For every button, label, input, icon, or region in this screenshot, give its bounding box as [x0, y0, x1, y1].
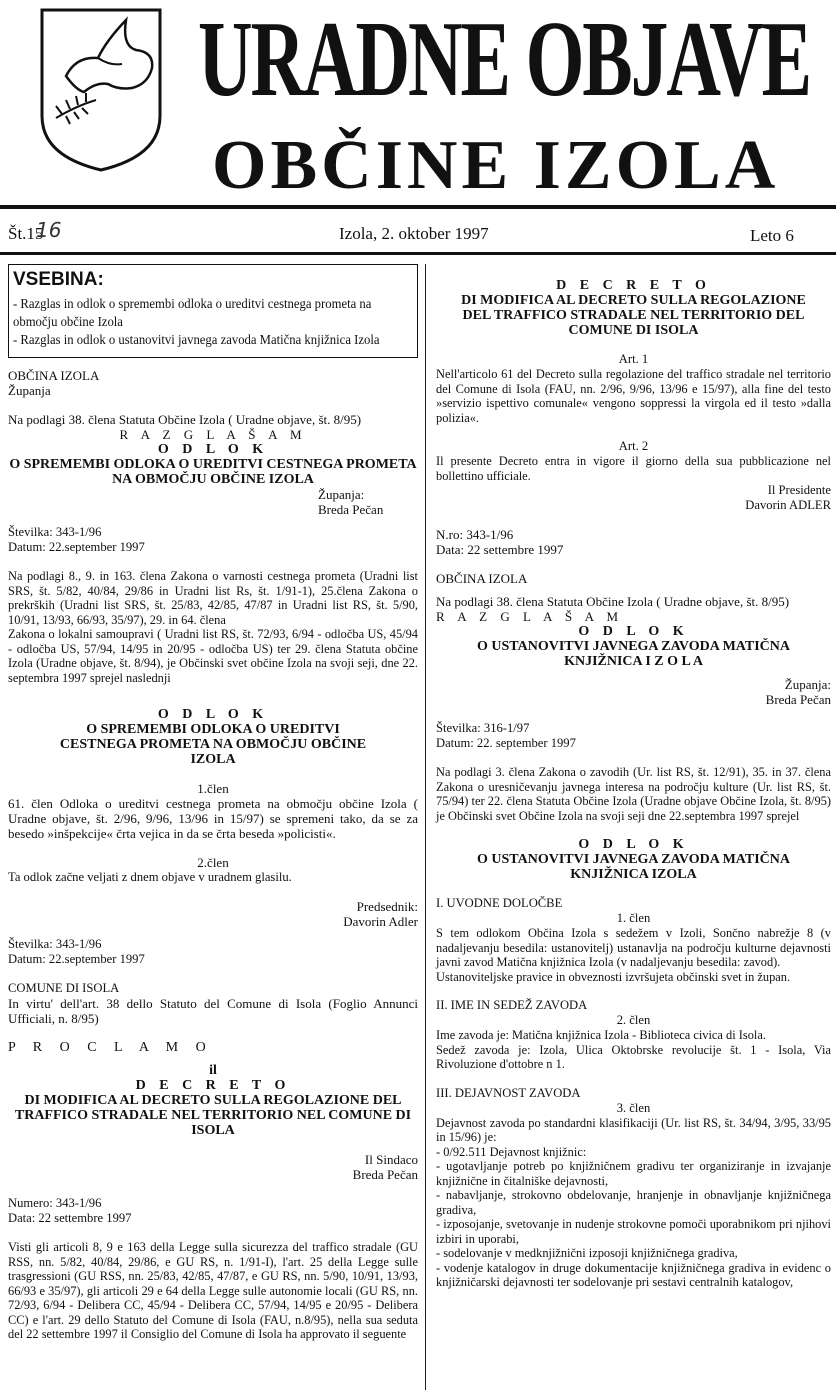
document-number: Številka: 343-1/96 [8, 525, 102, 539]
issuer-right: OBČINA IZOLA [436, 571, 528, 586]
president-role: Il Presidente [767, 483, 831, 497]
signature-role-3: Il Sindaco [364, 1152, 418, 1167]
legal-basis: Na podlagi 8., 9. in 163. člena Zakona o varnosti cestnega prometa (Uradni list SRS, št. 5/82, 40/84, 29/86 in Uradni list Rs, št. 1/91-1), 25.člena Zakona o prekrških (Uradni list SRS, št. 25/83, 42/85, 47/87 in Uradni list RS, št. 5/90, 10/91, 13/93, 66/93, 35/97), 29. in 64. člena [8, 569, 418, 627]
legal-basis-right: Na podlagi 3. člena Zakona o zavodih (Ur. list RS, št. 12/91), 35. in 37. člena Zakona o uresničevanju javnega interesa na področju kulture (Ur. list RS, št. 75/94) ter 22. člena Statuta Občine Izola (Uradne objave Občine Izola, št. 8/95) je Občinski svet Občine Izola na svoji seji dne 22.septembra 1997 sprejel [436, 765, 831, 823]
art-1: Art. 1 [618, 352, 649, 366]
handwritten-number: 16 [36, 218, 62, 242]
issuer: OBČINA IZOLA [8, 368, 100, 383]
list-item: - ugotavljanje potreb po knjižničnem gradivu ter organiziranje in izvajanje knjižnične in čitalniške dejavnosti, [436, 1159, 831, 1188]
clen-3-right: 3. člen [616, 1100, 651, 1115]
issue-number: Št.15 [8, 224, 44, 243]
document-number-right: N.ro: 343-1/96 [436, 527, 514, 542]
signature-role-2: Predsednik: [356, 899, 418, 914]
masthead-subtitle: OBČINE IZOLA [212, 127, 780, 204]
il: il [209, 1063, 217, 1078]
president-name: Davorin ADLER [745, 498, 831, 512]
art-1-text: Nell'articolo 61 del Decreto sulla regolazione del traffico stradale nel territorio del Comune di Isola (FAU, nn. 2/96, 9/96, 13/96 e 15/97), alla fine del testo »servizio ispettivo comunale« vengono soppressi la virgola ed il testo »dalla polizia«. [436, 367, 831, 425]
odlok-heading-right-2: O D L O K [578, 837, 689, 852]
signature-role: Županja: [318, 487, 365, 502]
odlok-heading-2: O D L O K [157, 707, 269, 722]
art-2: Art. 2 [618, 439, 649, 453]
signature-name-3: Breda Pečan [352, 1167, 418, 1182]
clen-2-right: 2. člen [616, 1013, 651, 1027]
comune-intro: In virtu' dell'art. 38 dello Statuto del Comune di Isola (Foglio Annunci Ufficiali, n. 8/95) [8, 996, 418, 1026]
razglasam-right: R A Z G L A Š A M [436, 609, 624, 624]
document-date: Datum: 22.september 1997 [8, 540, 145, 554]
list-item: - sodelovanje v medknjižnični izposoji knjižničnega gradiva, [436, 1246, 738, 1260]
section-3: III. DEJAVNOST ZAVODA [436, 1085, 581, 1100]
list-item: - 0/92.511 Dejavnost knjižnic: [436, 1144, 587, 1159]
document-date-right-2: Datum: 22. september 1997 [436, 736, 576, 750]
legal-basis-cont: Zakona o lokalni samoupravi ( Uradni list RS, št. 72/93, 6/94 - odločba US, 45/94 - odločba US, 57/94, 14/95 in 20/95 - odločba US) ter 29. člena Statuta občine Izola (Uradne objave, št. 8/94), je Občinski svet občine Izola na svoji seji, dne 22. septembra 1997 sprejel naslednji [8, 627, 418, 685]
decreto-heading-right: D E C R E T O [556, 278, 711, 293]
clen-1-right: 1. člen [616, 911, 651, 925]
header-rule-bottom [0, 252, 836, 255]
section-1: I. UVODNE DOLOČBE [436, 896, 563, 910]
list-item: - izposojanje, svetovanje in nudenje strokovne pomoči uporabnikom pri njihovi izbiri in uporabi, [436, 1217, 831, 1246]
decreto-heading: D E C R E T O [135, 1078, 291, 1093]
intro-right: Na podlagi 38. člena Statuta Občine Izola ( Uradne objave, št. 8/95) [436, 594, 790, 609]
clen-1-right-text: S tem odlokom Občina Izola s sedežem v Izoli, Sončno nabrežje 8 (v nadaljevanju besedila: ustanovitelj) ustanavlja na področju kulturne dejavnosti javni zavod Matična knjižnica Izola (v nadaljevanju besedila: zavod). [436, 926, 831, 969]
intro: Na podlagi 38. člena Statuta Občine Izola ( Uradne objave, št. 8/95) [8, 412, 362, 427]
razglasam: R A Z G L A Š A M [119, 427, 307, 442]
issuer-role: Županja [8, 383, 51, 398]
header-rule [0, 205, 836, 209]
right-column [436, 264, 831, 1290]
odlok-heading-right: O D L O K [578, 624, 689, 639]
column-divider [425, 264, 426, 1390]
list-item: - nabavljanje, strokovno obdelovanje, hranjenje in obnavljanje knjižničnega gradiva, [436, 1188, 831, 1217]
document-date-3: Data: 22 settembre 1997 [8, 1211, 132, 1225]
dove-crest-icon [36, 6, 166, 174]
contents-heading: VSEBINA: [13, 269, 104, 290]
clen-1-right-text-2: Ustanoviteljske pravice in obveznosti izvršujeta občinski svet in župan. [436, 969, 791, 984]
document-date-right: Data: 22 settembre 1997 [436, 542, 564, 557]
issue-year: Leto 6 [750, 226, 794, 245]
left-column [8, 264, 418, 1342]
clen-3-right-text: Dejavnost zavoda po standardni klasifikaciji (Ur. list RS, št. 34/94, 3/95, 33/95 in 15/96) je: [436, 1115, 831, 1144]
decreto-title: DI MODIFICA AL DECRETO SULLA REGOLAZIONE DEL TRAFFICO STRADALE NEL TERRITORIO NEL COMUNE DI ISOLA [14, 1093, 412, 1138]
issue-date: Izola, 2. oktober 1997 [339, 224, 489, 243]
clen-1-text: 61. člen Odloka o ureditvi cestnega prometa na območju občine Izola ( Uradne objave, št. 2/96, 9/96, 13/96 in 15/97) se spremeni tako, da se za besedo »inšpekcije« črta vejica in da se črta beseda »policisti«. [8, 796, 418, 841]
clen-2-right-text-2: Sedež zavoda je: Izola, Ulica Oktobrske revolucije št. 1 - Isola, Via Rivoluzione d'ottobre n 1. [436, 1042, 831, 1071]
contents-box [8, 264, 418, 358]
contents-item: - Razglas in odlok o spremembi odloka o ureditvi cestnega prometa na območju občine Izola [13, 296, 372, 329]
proclamo: P R O C L A M O [8, 1040, 213, 1055]
masthead-title: URADNE OBJAVE [198, 0, 810, 119]
art-2-text: Il presente Decreto entra in vigore il giorno della sua pubblicazione nel bollettino ufficiale. [436, 454, 831, 483]
odlok-title-2: O SPREMEMBI ODLOKA O UREDITVI CESTNEGA PROMETA NA OBMOČJU OBČINE IZOLA [59, 722, 367, 767]
odlok-title-right: O USTANOVITVI JAVNEGA ZAVODA MATIČNA KNJIŽNICA I Z O L A [477, 639, 790, 669]
visti-text: Visti gli articoli 8, 9 e 163 della Legge sulla sicurezza del traffico stradale (GU RSS, nn. 5/82, 40/84, 29/86, e GU RS, n. 1/91-I), l'art. 25 della Legge sulle trasgressioni (GU RSS, nn. 25/83, 42/85, 47/87, e GU RS, nn. 5/90, 10/91, 13/93, 66/93 e 35/97), gli articoli 29 e 64 della Legge sulle autonomie locali (GU RS, nn. 72/93, 6/94 - Delibera CC, 45/94 - Delibera CC, 57/94, 14/95 e 20/95 - Delibera CC) e l'art. 29 dello Statuto del Comune di Isola (FAU, n.8/95), nella sua seduta del 22 settembre 1997 il Consiglio del Comune di Isola ha approvato il seguente [8, 1240, 418, 1341]
signature-name: Breda Pečan [318, 502, 384, 517]
document-number-right-2: Številka: 316-1/97 [436, 721, 530, 735]
clen-2: 2.člen [197, 855, 229, 870]
signature-role-right: Županja: [784, 677, 831, 692]
section-2: II. IME IN SEDEŽ ZAVODA [436, 998, 588, 1012]
odlok-heading: O D L O K [157, 442, 269, 457]
odlok-title: O SPREMEMBI ODLOKA O UREDITVI CESTNEGA PROMETA NA OBMOČJU OBČINE IZOLA [9, 457, 417, 487]
document-number-2: Številka: 343-1/96 [8, 937, 102, 951]
signature-name-2: Davorin Adler [343, 914, 418, 929]
decreto-title-right: DI MODIFICA AL DECRETO SULLA REGOLAZIONE DEL TRAFFICO STRADALE NEL TERRITORIO DEL COMUNE DI ISOLA [461, 293, 806, 338]
clen-2-right-text: Ime zavoda je: Matična knjižnica Izola - Biblioteca civica di Isola. [436, 1028, 766, 1042]
signature-name-right: Breda Pečan [765, 692, 831, 707]
issue-line [4, 218, 834, 250]
comune: COMUNE DI ISOLA [8, 981, 120, 995]
clen-1: 1.člen [197, 781, 229, 796]
document-number-3: Numero: 343-1/96 [8, 1196, 102, 1210]
clen-2-text: Ta odlok začne veljati z dnem objave v uradnem glasilu. [8, 870, 292, 884]
odlok-title-right-2: O USTANOVITVI JAVNEGA ZAVODA MATIČNA KNJIŽNICA IZOLA [477, 852, 790, 882]
masthead [0, 0, 836, 210]
document-date-2: Datum: 22.september 1997 [8, 952, 145, 966]
list-item: - vodenje katalogov in druge dokumentacije knjižničnega gradiva in evidenc o knjižničarski dejavnosti ter sodelovanje pri sestavi centralnih katalogov, [436, 1260, 831, 1289]
contents-item: - Razglas in odlok o ustanovitvi javnega zavoda Matična knjižnica Izola [13, 332, 380, 347]
